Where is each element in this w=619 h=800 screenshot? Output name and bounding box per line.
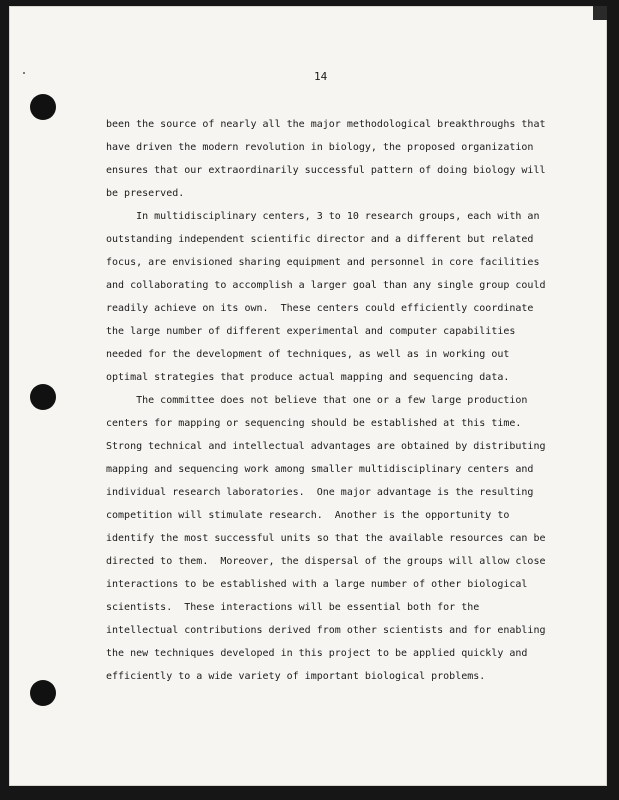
text-line: readily achieve on its own. These centers could efficiently coordinate: [106, 303, 534, 314]
text-line: scientists. These interactions will be essential both for the: [106, 602, 480, 613]
text-line: identify the most successful units so that the available resources can be: [106, 533, 546, 544]
text-line: the new techniques developed in this project to be applied quickly and: [106, 648, 528, 659]
text-line: centers for mapping or sequencing should be established at this time.: [106, 418, 522, 429]
paper-page: [9, 6, 607, 786]
text-line: The committee does not believe that one or a few large production: [106, 395, 528, 406]
page-number: 14: [314, 70, 328, 83]
text-line: been the source of nearly all the major methodological breakthroughs that: [106, 119, 546, 130]
text-line: directed to them. Moreover, the dispersal of the groups will allow close: [106, 556, 546, 567]
punch-hole-top: [30, 94, 56, 120]
punch-hole-bottom: [30, 680, 56, 706]
text-line: outstanding independent scientific director and a different but related: [106, 234, 534, 245]
text-line: interactions to be established with a large number of other biological: [106, 579, 528, 590]
text-line: efficiently to a wide variety of important biological problems.: [106, 671, 486, 682]
text-line: In multidisciplinary centers, 3 to 10 research groups, each with an: [106, 211, 540, 222]
punch-hole-middle: [30, 384, 56, 410]
text-line: needed for the development of techniques, as well as in working out: [106, 349, 510, 360]
text-line: Strong technical and intellectual advantages are obtained by distributing: [106, 441, 546, 452]
text-line: intellectual contributions derived from other scientists and for enabling: [106, 625, 546, 636]
text-line: competition will stimulate research. Another is the opportunity to: [106, 510, 510, 521]
text-line: focus, are envisioned sharing equipment and personnel in core facilities: [106, 257, 540, 268]
text-line: ensures that our extraordinarily successful pattern of doing biology will: [106, 165, 546, 176]
text-line: be preserved.: [106, 188, 185, 199]
text-line: the large number of different experimental and computer capabilities: [106, 326, 516, 337]
text-line: mapping and sequencing work among smaller multidisciplinary centers and: [106, 464, 534, 475]
page-corner: [593, 6, 607, 20]
body-text: [106, 113, 546, 688]
text-line: have driven the modern revolution in biology, the proposed organization: [106, 142, 534, 153]
text-line: individual research laboratories. One major advantage is the resulting: [106, 487, 534, 498]
speck-mark: [23, 72, 25, 74]
text-line: and collaborating to accomplish a larger goal than any single group could: [106, 280, 546, 291]
text-line: optimal strategies that produce actual mapping and sequencing data.: [106, 372, 510, 383]
